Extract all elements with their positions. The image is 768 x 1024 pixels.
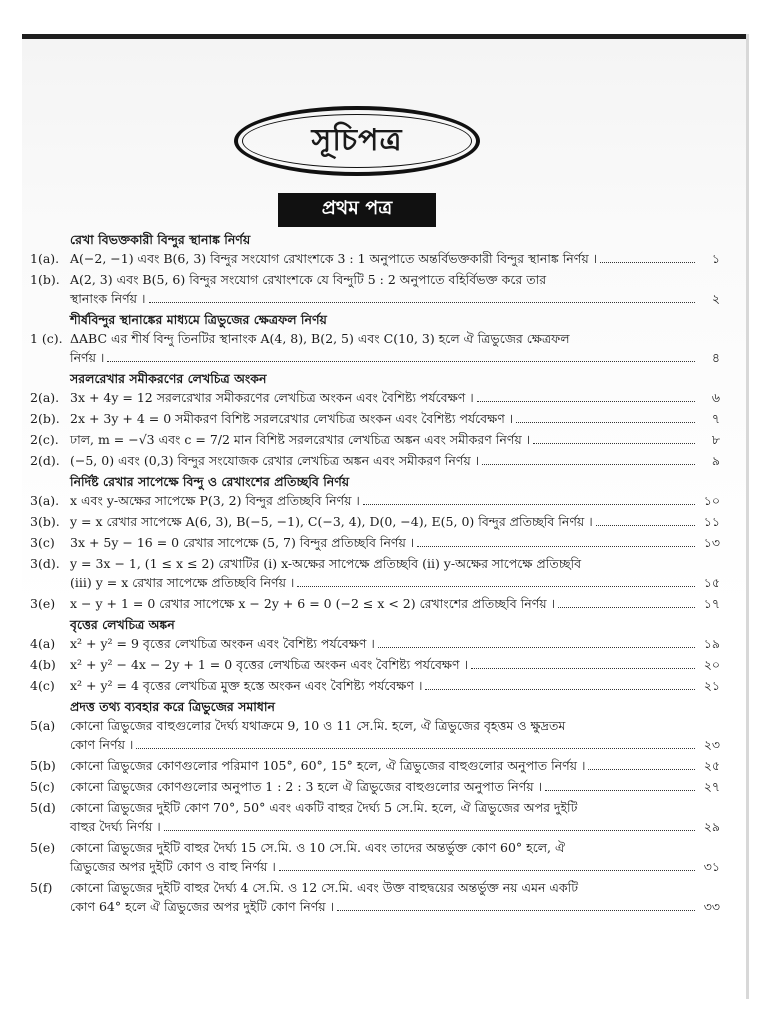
entry-last-line xyxy=(70,348,720,367)
entry-number: 3(b). xyxy=(30,514,60,529)
section-heading: বৃত্তের লেখচিত্র অঙ্কন xyxy=(70,617,175,632)
toc-entry[interactable] xyxy=(30,388,720,407)
dot-leader xyxy=(600,262,695,263)
toc-entry[interactable] xyxy=(30,878,720,916)
title-oval xyxy=(234,106,480,176)
entry-number: 2(b). xyxy=(30,411,60,426)
entry-body xyxy=(70,491,720,510)
entry-number: 5(b) xyxy=(30,758,56,773)
entry-text: কোণ নির্ণয় । xyxy=(70,737,134,752)
entry-text-line: কোনো ত্রিভুজের দুইটি বাহুর দৈর্ঘ্য 15 সে.মি. ও 10 সে.মি. এবং তাদের অন্তর্ভুক্ত কোণ 60° হলে, ঐ xyxy=(70,840,566,855)
dot-leader xyxy=(164,830,695,831)
entry-text-line: ΔABC এর শীর্ষ বিন্দু তিনটির স্থানাংক A(4, 8), B(2, 5) এবং C(10, 3) হলে ঐ ত্রিভুজের ক্ষেত্রফল xyxy=(70,331,570,346)
page-number: ৩১ xyxy=(703,859,720,874)
toc-entry[interactable] xyxy=(30,249,720,268)
entry-body xyxy=(70,249,720,268)
entry-last-line xyxy=(70,451,720,470)
entry-text: ত্রিভুজের অপর দুইটি কোণ ও বাহু নির্ণয় । xyxy=(70,859,276,874)
dot-leader xyxy=(471,668,695,669)
dot-leader xyxy=(378,647,695,648)
entry-last-line xyxy=(70,777,720,796)
entry-number: 3(a). xyxy=(30,493,60,508)
entry-last-line xyxy=(70,897,720,916)
entry-number: 3(d). xyxy=(30,556,60,571)
dot-leader xyxy=(149,302,696,303)
dot-leader xyxy=(363,504,695,505)
toc-entry[interactable] xyxy=(30,655,720,674)
toc-entry[interactable] xyxy=(30,451,720,470)
toc-entry[interactable] xyxy=(30,409,720,428)
entry-last-line xyxy=(70,676,720,695)
entry-text-line: y = 3x − 1, (1 ≤ x ≤ 2) রেখাটির (i) x-অক্ষের সাপেক্ষে প্রতিচ্ছবি (ii) y-অক্ষের সাপেক্ষে প্রতিচ্ছবি xyxy=(70,556,582,571)
toc-entry[interactable] xyxy=(30,270,720,308)
toc-entry[interactable] xyxy=(30,798,720,836)
entry-last-line xyxy=(70,491,720,510)
part-banner: প্রথম পত্র xyxy=(278,193,436,227)
entry-last-line xyxy=(70,289,720,308)
entry-body xyxy=(70,798,720,836)
entry-text-line: A(2, 3) এবং B(5, 6) বিন্দুর সংযোগ রেখাংশকে যে বিন্দুটি 5 : 2 অনুপাতে বহির্বিভক্ত করে তার xyxy=(70,272,547,287)
entry-body xyxy=(70,329,720,367)
toc-entry[interactable] xyxy=(30,512,720,531)
entry-body xyxy=(70,554,720,592)
dot-leader xyxy=(337,910,695,911)
right-edge xyxy=(746,34,749,999)
dot-leader xyxy=(417,546,695,547)
toc-entry[interactable] xyxy=(30,716,720,754)
entry-text: y = x রেখার সাপেক্ষে A(6, 3), B(−5, −1), C(−3, 4), D(0, −4), E(5, 0) বিন্দুর প্রতিচ্ছবি নির্ণয় । xyxy=(70,514,593,529)
dot-leader xyxy=(516,422,695,423)
entry-number: 2(c). xyxy=(30,432,59,447)
page-number: ১১ xyxy=(703,514,720,529)
entry-body xyxy=(70,594,720,613)
entry-text: x² + y² − 4x − 2y + 1 = 0 বৃত্তের লেখচিত্র অংকন এবং বৈশিষ্ট্য পর্যবেক্ষণ । xyxy=(70,657,469,672)
entry-last-line xyxy=(70,388,720,407)
dot-leader xyxy=(596,525,695,526)
page-number: ৬ xyxy=(711,390,720,405)
top-border xyxy=(22,34,748,39)
toc-entry[interactable] xyxy=(30,838,720,876)
dot-leader xyxy=(558,607,695,608)
entry-body xyxy=(70,756,720,775)
page-number: ১৭ xyxy=(703,596,720,611)
entry-number: 2(a). xyxy=(30,390,60,405)
toc-entry[interactable] xyxy=(30,777,720,796)
entry-text-line: কোনো ত্রিভুজের বাহুগুলোর দৈর্ঘ্য যথাক্রমে 9, 10 ও 11 সে.মি. হলে, ঐ ত্রিভুজের বৃহত্তম ও ক্ষুদ্রতম xyxy=(70,718,566,733)
page-number: ২৭ xyxy=(703,779,720,794)
toc-entry[interactable] xyxy=(30,430,720,449)
entry-body xyxy=(70,388,720,407)
section-heading: নির্দিষ্ট রেখার সাপেক্ষে বিন্দু ও রেখাংশের প্রতিচ্ছবি নির্ণয় xyxy=(70,474,350,489)
dot-leader xyxy=(477,401,695,402)
entry-text: A(−2, −1) এবং B(6, 3) বিন্দুর সংযোগ রেখাংশকে 3 : 1 অনুপাতে অন্তর্বিভক্তকারী বিন্দুর স্থানাঙ্ক নির্ণয় । xyxy=(70,251,598,266)
entry-last-line xyxy=(70,857,720,876)
entry-number: 5(c) xyxy=(30,779,55,794)
entry-text: x² + y² = 4 বৃত্তের লেখচিত্র মুক্ত হস্তে অংকন এবং বৈশিষ্ট্য পর্যবেক্ষণ । xyxy=(70,678,423,693)
entry-body xyxy=(70,409,720,428)
entry-last-line xyxy=(70,634,720,653)
entry-text: (−5, 0) এবং (0,3) বিন্দুর সংযোজক রেখার লেখচিত্র অঙ্কন এবং সমীকরণ নির্ণয় । xyxy=(70,453,480,468)
entry-text-line: কোনো ত্রিভুজের দুইটি কোণ 70°, 50° এবং একটি বাহুর দৈর্ঘ্য 5 সে.মি. হলে, ঐ ত্রিভুজের অপর দুইটি xyxy=(70,800,578,815)
section-heading: প্রদত্ত তথ্য ব্যবহার করে ত্রিভুজের সমাধান xyxy=(70,699,276,714)
entry-number: 5(e) xyxy=(30,840,56,855)
entry-text: x − y + 1 = 0 রেখার সাপেক্ষে x − 2y + 6 = 0 (−2 ≤ x < 2) রেখাংশের প্রতিচ্ছবি নির্ণয় । xyxy=(70,596,556,611)
page-number: ৭ xyxy=(711,411,720,426)
toc-entry[interactable] xyxy=(30,634,720,653)
entry-text: কোনো ত্রিভুজের কোণগুলোর পরিমাণ 105°, 60°, 15° হলে, ঐ ত্রিভুজের বাহুগুলোর অনুপাত নির্ণয় । xyxy=(70,758,586,773)
entry-text: 3x + 5y − 16 = 0 রেখার সাপেক্ষে (5, 7) বিন্দুর প্রতিচ্ছবি নির্ণয় । xyxy=(70,535,415,550)
entry-number: 1 (c). xyxy=(30,331,63,346)
dot-leader xyxy=(545,790,695,791)
page-number: ১৫ xyxy=(703,575,720,590)
dot-leader xyxy=(425,689,695,690)
section-heading: রেখা বিভক্তকারী বিন্দুর স্থানাঙ্ক নির্ণয় xyxy=(70,232,251,247)
toc-entry[interactable] xyxy=(30,676,720,695)
page-number: ১০ xyxy=(703,493,720,508)
page-number: ২৯ xyxy=(703,819,720,834)
page-number: ৮ xyxy=(711,432,720,447)
entry-body xyxy=(70,655,720,674)
entry-text: x এবং y-অক্ষের সাপেক্ষে P(3, 2) বিন্দুর প্রতিচ্ছবি নির্ণয় । xyxy=(70,493,360,508)
entry-body xyxy=(70,634,720,653)
entry-text: কোণ 64° হলে ঐ ত্রিভুজের অপর দুইটি কোণ নির্ণয় । xyxy=(70,899,335,914)
dot-leader xyxy=(136,748,695,749)
entry-text: 2x + 3y + 4 = 0 সমীকরণ বিশিষ্ট সরলরেখার লেখচিত্র অংকন এবং বৈশিষ্ট্য পর্যবেক্ষণ । xyxy=(70,411,514,426)
entry-number: 5(d) xyxy=(30,800,56,815)
toc-entry[interactable] xyxy=(30,594,720,613)
entry-number: 4(a) xyxy=(30,636,56,651)
entry-text: x² + y² = 9 বৃত্তের লেখচিত্র অংকন এবং বৈশিষ্ট্য পর্যবেক্ষণ । xyxy=(70,636,375,651)
entry-body xyxy=(70,430,720,449)
dot-leader xyxy=(297,586,695,587)
entry-last-line xyxy=(70,409,720,428)
entry-last-line xyxy=(70,756,720,775)
entry-text: (iii) y = x রেখার সাপেক্ষে প্রতিচ্ছবি নির্ণয় । xyxy=(70,575,295,590)
entry-last-line xyxy=(70,430,720,449)
entry-text: নির্ণয় । xyxy=(70,350,105,365)
dot-leader xyxy=(107,361,695,362)
page-number: ২০ xyxy=(703,657,720,672)
entry-last-line xyxy=(70,735,720,754)
entry-text: স্থানাংক নির্ণয় । xyxy=(70,291,146,306)
entry-body xyxy=(70,270,720,308)
page-number: ১৩ xyxy=(703,535,720,550)
dot-leader xyxy=(279,870,695,871)
page-number: ১ xyxy=(711,251,720,266)
entry-number: 4(b) xyxy=(30,657,56,672)
dot-leader xyxy=(533,443,695,444)
entry-body xyxy=(70,878,720,916)
entry-last-line xyxy=(70,655,720,674)
entry-body xyxy=(70,451,720,470)
page-number: ২৫ xyxy=(703,758,720,773)
page-number: ২ xyxy=(711,291,720,306)
entry-number: 5(f) xyxy=(30,880,53,895)
toc-entry[interactable] xyxy=(30,491,720,510)
section-heading: শীর্ষবিন্দুর স্থানাঙ্কের মাধ্যমে ত্রিভুজের ক্ষেত্রফল নির্ণয় xyxy=(70,312,327,327)
dot-leader xyxy=(588,769,695,770)
entry-last-line xyxy=(70,817,720,836)
entry-body xyxy=(70,716,720,754)
entry-number: 5(a) xyxy=(30,718,56,733)
section-heading: সরলরেখার সমীকরণের লেখচিত্র অংকন xyxy=(70,371,267,386)
page-number: ৩৩ xyxy=(703,899,720,914)
entry-body xyxy=(70,512,720,531)
entry-body xyxy=(70,777,720,796)
toc-entry[interactable] xyxy=(30,533,720,552)
page-number: ২৩ xyxy=(703,737,720,752)
toc-entry[interactable] xyxy=(30,554,720,592)
entry-number: 2(d). xyxy=(30,453,60,468)
entry-text: বাহুর দৈর্ঘ্য নির্ণয় । xyxy=(70,819,161,834)
entry-last-line xyxy=(70,573,720,592)
entry-body xyxy=(70,838,720,876)
page-number: ১৯ xyxy=(703,636,720,651)
dot-leader xyxy=(482,464,695,465)
entry-last-line xyxy=(70,594,720,613)
entry-text: ঢাল, m = −√3 এবং c = 7/2 মান বিশিষ্ট সরলরেখার লেখচিত্র অঙ্কন এবং সমীকরণ নির্ণয় । xyxy=(70,432,531,447)
entry-body xyxy=(70,533,720,552)
table-of-contents xyxy=(30,230,720,918)
entry-last-line xyxy=(70,533,720,552)
entry-number: 1(a). xyxy=(30,251,60,266)
toc-entry[interactable] xyxy=(30,329,720,367)
toc-entry[interactable] xyxy=(30,756,720,775)
entry-text-line: কোনো ত্রিভুজের দুইটি বাহুর দৈর্ঘ্য 4 সে.মি. ও 12 সে.মি. এবং উক্ত বাহুদ্বয়ের অন্তর্ভুক্ত নয় এমন একটি xyxy=(70,880,579,895)
page-number: ২১ xyxy=(703,678,720,693)
entry-number: 4(c) xyxy=(30,678,55,693)
page-title: সূচিপত্র xyxy=(311,122,403,158)
entry-number: 1(b). xyxy=(30,272,60,287)
entry-last-line xyxy=(70,512,720,531)
entry-last-line xyxy=(70,249,720,268)
entry-text: কোনো ত্রিভুজের কোণগুলোর অনুপাত 1 : 2 : 3 হলে ঐ ত্রিভুজের বাহুগুলোর অনুপাত নির্ণয় । xyxy=(70,779,543,794)
entry-number: 3(c) xyxy=(30,535,55,550)
entry-text: 3x + 4y = 12 সরলরেখার সমীকরণের লেখচিত্র অংকন এবং বৈশিষ্ট্য পর্যবেক্ষণ । xyxy=(70,390,474,405)
page-number: ৯ xyxy=(711,453,720,468)
page-number: ৪ xyxy=(711,350,720,365)
entry-body xyxy=(70,676,720,695)
entry-number: 3(e) xyxy=(30,596,56,611)
